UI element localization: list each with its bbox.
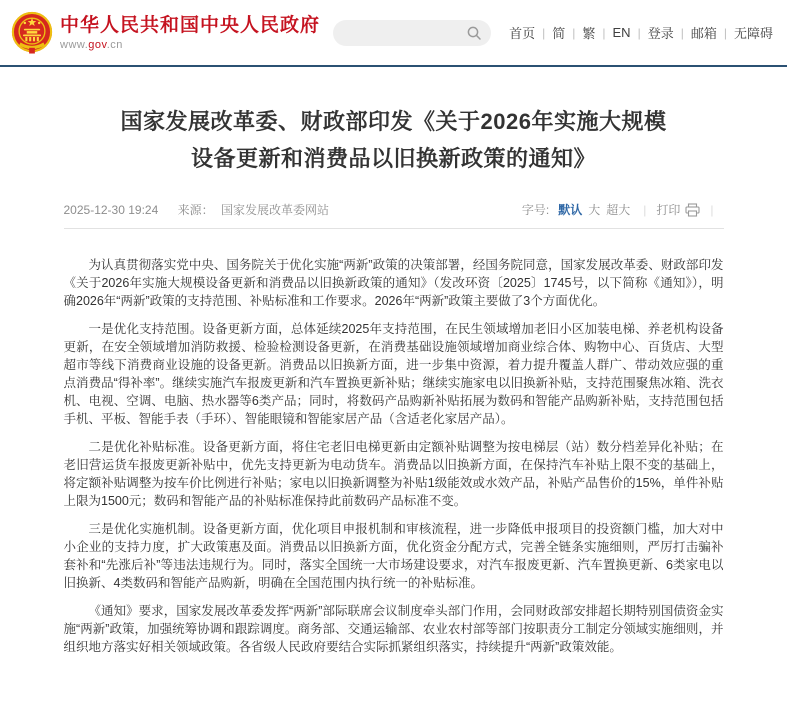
site-url[interactable] — [60, 39, 320, 51]
national-emblem-icon — [11, 11, 53, 55]
article-title-line2: 设备更新和消费品以旧换新政策的通知》 — [190, 146, 596, 171]
article-meta-row — [64, 201, 724, 229]
search-box[interactable] — [333, 20, 491, 46]
article-paragraph: 三是优化实施机制。设备更新方面，优化项目申报机制和审核流程，进一步降低申报项目的投资额门槛，加大对中小企业的支持力度，扩大政策惠及面。消费品以旧换新方面，优化资金分配方式，完善全链条实施细则，严厉打击骗补套补和“先涨后补”等违法违规行为。同时，落实全国统一大市场建设要求，对汽车报废更新、汽车置换更新、6类家电以旧换新、4类数码和智能产品购新，明确在全国范围内执行统一的补贴标准。 — [63, 522, 724, 590]
article-meta-right — [522, 201, 724, 218]
source-name[interactable]: 国家发展改革委网站 — [220, 203, 329, 217]
article-paragraph: 二是优化补贴标准。设备更新方面，将住宅老旧电梯更新由定额补贴调整为按电梯层（站）数分档差异化补贴；在老旧营运货车报废更新补贴中，优先支持更新为电动货车。消费品以旧换新方面，在保持汽车补贴上限不变的基础上，将定额补贴调整为按车价比例进行补贴；家电以旧换新调整为补贴1级能效或水效产品，补贴产品售价的15%，单件补贴上限为1500元；数码和智能产品的补贴标准保持此前数码产品标准不变。 — [63, 440, 724, 508]
print-button[interactable] — [656, 201, 700, 218]
article-paragraph: 为认真贯彻落实党中央、国务院关于优化实施“两新”政策的决策部署，经国务院同意，国家发展改革委、财政部印发《关于2026年实施大规模设备更新和消费品以旧换新政策的通知》（发改环资〔2025〕1745号，以下简称《通知》），明确2026年“两新”政策的支持范围、补贴标准和工作要求。2026年“两新”政策主要做了3个方面优化。 — [63, 258, 724, 308]
nav-separator: | — [542, 25, 546, 40]
nav-item-login[interactable]: 登录 — [647, 26, 674, 41]
site-url-suffix: .cn — [106, 38, 123, 51]
article-body — [64, 256, 724, 656]
font-size-large-button[interactable]: 大 — [588, 203, 601, 217]
nav-item-accessibility[interactable]: 无障碍 — [733, 26, 773, 41]
nav-separator: | — [602, 25, 606, 40]
site-title[interactable]: 中华人民共和国中央人民政府 — [60, 14, 321, 36]
meta-separator: | — [643, 202, 647, 217]
article-paragraph: 一是优化支持范围。设备更新方面，总体延续2025年支持范围，在民生领域增加老旧小区加装电梯、养老机构设备更新，在安全领域增加消防救援、检验检测设备更新，在消费基础设施领域增加商业综合体、购物中心、百货店、大型超市等线下消费商业设施的设备更新。消费品以旧换新方面，进一步集中资源，着力提升覆盖人群广、带动效应强的重点消费品“得补率”。继续实施汽车报废更新和汽车置换更新补贴；继续实施家电以旧换新补贴，支持范围聚焦冰箱、洗衣机、电视、空调、电脑、热水器等6类产品；同时，将数码产品购新补贴拓展为数码和智能产品购新补贴，支持范围包括手机、平板、智能手表（手环）、智能眼镜和智能家居产品（含适老化家居产品）。 — [63, 322, 724, 426]
nav-separator: | — [723, 25, 727, 40]
site-header — [0, 0, 787, 67]
site-brand[interactable] — [11, 11, 320, 55]
publish-datetime: 2025-12-30 19:24 — [63, 203, 159, 217]
nav-separator: | — [680, 25, 684, 40]
nav-item-mail[interactable]: 邮箱 — [690, 26, 717, 41]
source-label: 来源： — [177, 203, 214, 217]
article-meta-left — [64, 201, 329, 218]
search-input[interactable] — [333, 26, 466, 40]
nav-item-traditional-chinese[interactable]: 繁 — [582, 26, 596, 41]
printer-icon — [685, 203, 700, 217]
article-paragraph: 《通知》要求，国家发展改革委发挥“两新”部际联席会议制度牵头部门作用，会同财政部安排超长期特别国债资金实施“两新”政策，加强统筹协调和跟踪调度。商务部、交通运输部、农业农村部等部门按职责分工制定分领域实施细则，并组织地方落实好相关领域政策。各省级人民政府要结合实际抓紧组织落实，持续提升“两新”政策效能。 — [63, 604, 724, 654]
nav-item-simplified-chinese[interactable]: 简 — [552, 26, 566, 41]
nav-item-home[interactable]: 首页 — [509, 26, 536, 41]
top-nav — [509, 23, 773, 42]
meta-separator: | — [710, 202, 714, 217]
font-size-xlarge-button[interactable]: 超大 — [606, 203, 631, 217]
nav-item-english[interactable]: EN — [612, 25, 631, 40]
nav-separator: | — [637, 25, 641, 40]
site-url-brand: gov — [88, 38, 107, 51]
article-title — [64, 103, 724, 177]
article-container — [64, 103, 724, 656]
font-size-label: 字号: — [521, 203, 550, 217]
search-icon[interactable] — [466, 25, 482, 41]
font-size-default-button[interactable]: 默认 — [558, 203, 583, 217]
site-url-prefix: www. — [60, 38, 89, 51]
print-label: 打印 — [656, 203, 681, 217]
nav-separator: | — [572, 25, 576, 40]
article-title-line1: 国家发展改革委、财政部印发《关于2026年实施大规模 — [120, 109, 667, 134]
